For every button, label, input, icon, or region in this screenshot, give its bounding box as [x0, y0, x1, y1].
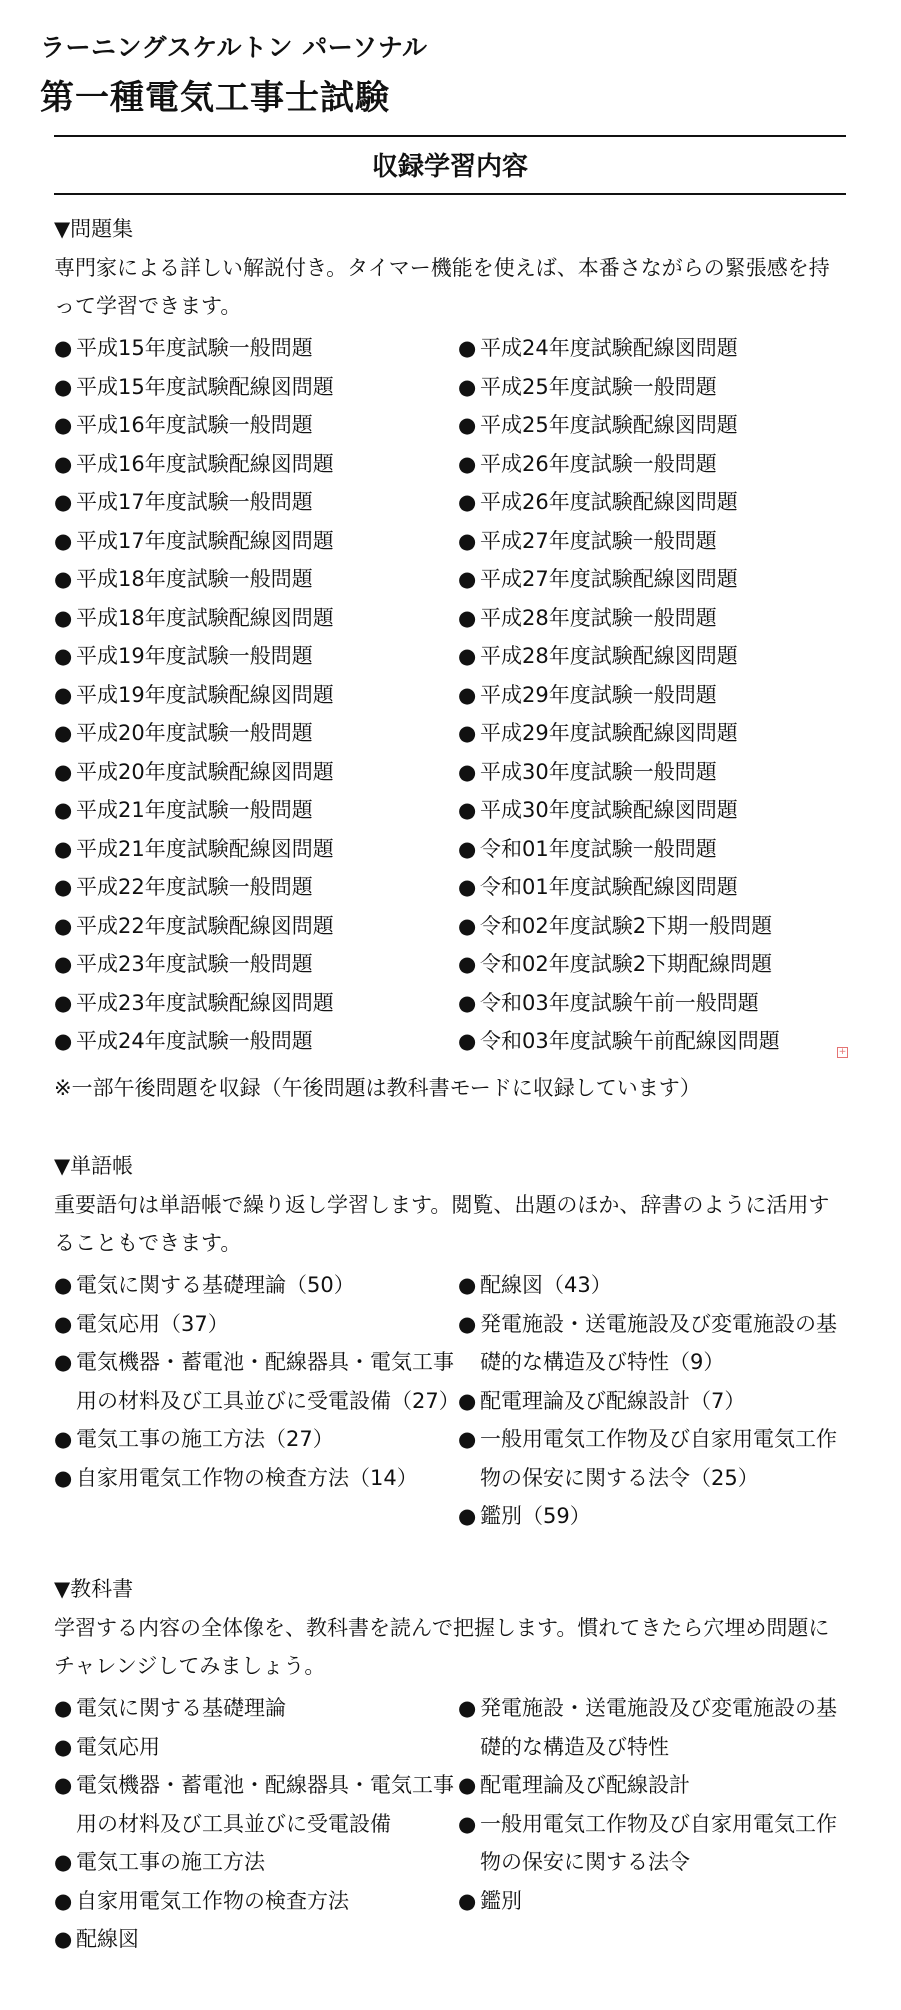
bullet-icon: ●: [54, 1696, 73, 1720]
bullet-icon: ●: [54, 567, 73, 591]
bullet-icon: ●: [54, 836, 73, 861]
list-item: [54, 406, 458, 445]
problems-description: 専門家による詳しい解説付き。タイマー機能を使えば、本番さながらの緊張感を持って学習できます。: [54, 256, 830, 318]
list-item-label: 平成17年度試験配線図問題: [76, 528, 334, 553]
list-item-label: 平成15年度試験一般問題: [76, 336, 313, 360]
list-item-label: 平成28年度試験一般問題: [480, 605, 717, 630]
list-item-label: 平成16年度試験配線図問題: [76, 451, 334, 476]
bullet-icon: ●: [458, 336, 477, 360]
list-item: [54, 1728, 458, 1767]
bullet-icon: ●: [54, 451, 73, 476]
list-item-label: 自家用電気工作物の検査方法（14）: [76, 1465, 418, 1490]
problems-section: [54, 213, 846, 1107]
bullet-icon: ●: [54, 952, 73, 976]
list-item-label: 自家用電気工作物の検査方法: [76, 1888, 349, 1913]
list-item-label: 電気に関する基礎理論（50）: [76, 1273, 355, 1297]
list-item-label: 平成27年度試験一般問題: [480, 528, 717, 553]
divider-bottom: [54, 193, 846, 195]
list-item-label: 平成26年度試験一般問題: [480, 451, 717, 476]
contents-heading: 収録学習内容: [371, 152, 528, 182]
list-item: [54, 368, 458, 407]
list-item: [458, 907, 846, 946]
list-item-label: 電気応用: [76, 1734, 160, 1759]
list-item: [458, 329, 846, 368]
bullet-icon: ●: [458, 990, 477, 1015]
list-item: [54, 945, 458, 984]
list-item: [458, 714, 846, 753]
list-item: [54, 445, 458, 484]
list-item-label: 発電施設・送電施設及び変電施設の基礎的な構造及び特性: [480, 1696, 837, 1759]
list-item-label: 平成25年度試験一般問題: [480, 374, 717, 399]
bullet-icon: ●: [54, 1311, 73, 1336]
list-item-label: 平成27年度試験配線図問題: [480, 567, 738, 591]
list-item-label: 平成23年度試験一般問題: [76, 952, 313, 976]
list-item-label: 平成24年度試験配線図問題: [480, 336, 738, 360]
problems-list: [54, 329, 846, 1061]
list-item: [54, 753, 458, 792]
bullet-icon: ●: [458, 528, 477, 553]
list-item-label: 鑑別（59）: [480, 1504, 591, 1528]
bullet-icon: ●: [458, 1427, 477, 1451]
list-item-label: 配電理論及び配線設計（7）: [480, 1388, 746, 1413]
list-item: [54, 830, 458, 869]
list-item: [54, 714, 458, 753]
vocab-section: [54, 1150, 846, 1536]
list-item-label: 令和03年度試験午前一般問題: [480, 990, 759, 1015]
bullet-icon: ●: [458, 1311, 477, 1336]
bullet-icon: ●: [54, 798, 73, 822]
list-item-label: 平成30年度試験配線図問題: [480, 798, 738, 822]
list-item: [54, 984, 458, 1023]
list-item: [458, 637, 846, 676]
list-item-label: 令和02年度試験2下期配線問題: [480, 952, 773, 976]
bullet-icon: ●: [458, 1773, 477, 1797]
bullet-icon: ●: [458, 1888, 477, 1913]
bullet-icon: ●: [54, 644, 73, 668]
list-item: [458, 1882, 846, 1921]
list-item-label: 平成17年度試験一般問題: [76, 490, 313, 514]
list-item: [54, 676, 458, 715]
list-item-label: 一般用電気工作物及び自家用電気工作物の保安に関する法令: [480, 1811, 837, 1874]
bullet-icon: ●: [458, 952, 477, 976]
list-item: [54, 907, 458, 946]
textbook-description: 学習する内容の全体像を、教科書を読んで把握します。慣れてきたら穴埋め問題にチャレンジしてみましょう。: [54, 1616, 830, 1678]
bullet-icon: ●: [54, 1273, 73, 1297]
bullet-icon: ●: [54, 990, 73, 1015]
problems-note: ※一部午後問題を収録（午後問題は教科書モードに収録しています）: [54, 1075, 701, 1100]
bullet-icon: ●: [54, 1927, 73, 1951]
bullet-icon: ●: [458, 490, 477, 514]
bullet-icon: ●: [458, 913, 477, 938]
bullet-icon: ●: [54, 913, 73, 938]
list-item: [54, 1882, 458, 1921]
list-item-label: 電気応用（37）: [76, 1311, 229, 1336]
list-item: [54, 1920, 458, 1959]
list-item: [458, 1766, 846, 1805]
list-item: [458, 445, 846, 484]
list-item: [458, 1305, 846, 1382]
bullet-icon: ●: [458, 682, 477, 707]
list-item: [458, 1805, 846, 1882]
bullet-icon: ●: [458, 451, 477, 476]
list-item-label: 発電施設・送電施設及び変電施設の基礎的な構造及び特性（9）: [480, 1311, 837, 1374]
list-item-label: 電気に関する基礎理論: [76, 1696, 286, 1720]
list-item-label: 令和02年度試験2下期一般問題: [480, 913, 773, 938]
bullet-icon: ●: [54, 490, 73, 514]
list-item: [54, 522, 458, 561]
textbook-section: [54, 1573, 846, 1959]
list-item: [458, 483, 846, 522]
textbook-title: ▼教科書: [54, 1577, 134, 1601]
bullet-icon: ●: [458, 567, 477, 591]
list-item-label: 配電理論及び配線設計: [480, 1773, 690, 1797]
bullet-icon: ●: [458, 1811, 477, 1836]
list-item-label: 平成29年度試験配線図問題: [480, 721, 738, 745]
list-item-label: 電気工事の施工方法（27）: [76, 1427, 334, 1451]
list-item-label: 平成16年度試験一般問題: [76, 413, 313, 437]
list-item-label: 平成19年度試験配線図問題: [76, 682, 334, 707]
list-item-label: 令和01年度試験配線図問題: [480, 875, 738, 899]
list-item-label: 平成15年度試験配線図問題: [76, 374, 334, 399]
list-item: [458, 945, 846, 984]
list-item: [458, 1420, 846, 1497]
list-item: [458, 368, 846, 407]
list-item: [458, 676, 846, 715]
vocab-list: [54, 1266, 846, 1536]
list-item: [458, 791, 846, 830]
list-item: [54, 1459, 458, 1498]
vocab-list-left: [54, 1266, 458, 1536]
list-item-label: 平成20年度試験一般問題: [76, 721, 313, 745]
textbook-list: [54, 1689, 846, 1959]
bullet-icon: ●: [54, 682, 73, 707]
bullet-icon: ●: [54, 1888, 73, 1913]
bullet-icon: ●: [458, 721, 477, 745]
list-item-label: 配線図（43）: [480, 1273, 612, 1297]
list-item: [458, 1497, 846, 1536]
bullet-icon: ●: [458, 1388, 477, 1413]
bullet-icon: ●: [458, 875, 477, 899]
list-item-label: 鑑別: [480, 1888, 522, 1913]
bullet-icon: ●: [54, 1734, 73, 1759]
list-item: [458, 753, 846, 792]
list-item: [458, 868, 846, 907]
list-item: [54, 1843, 458, 1882]
list-item-label: 平成21年度試験一般問題: [76, 798, 313, 822]
list-item: [54, 1022, 458, 1061]
bullet-icon: ●: [54, 759, 73, 784]
list-item-label: 平成28年度試験配線図問題: [480, 644, 738, 668]
list-item: [54, 1266, 458, 1305]
list-item-label: 平成22年度試験配線図問題: [76, 913, 334, 938]
bullet-icon: ●: [458, 374, 477, 399]
list-item: [458, 560, 846, 599]
bullet-icon: ●: [458, 1504, 477, 1528]
list-item-label: 平成24年度試験一般問題: [76, 1029, 313, 1053]
bullet-icon: ●: [458, 759, 477, 784]
bullet-icon: ●: [54, 1773, 73, 1797]
list-item-label: 令和01年度試験一般問題: [480, 836, 717, 861]
brand-name: ラーニングスケルトン パーソナル: [40, 33, 428, 62]
bullet-icon: ●: [458, 1696, 477, 1720]
textbook-list-right: [458, 1689, 846, 1959]
list-item: [458, 406, 846, 445]
list-item: [54, 1420, 458, 1459]
list-item-label: 電気機器・蓄電池・配線器具・電気工事用の材料及び工具並びに受電設備: [76, 1773, 454, 1836]
list-item: [458, 830, 846, 869]
list-item-label: 平成18年度試験一般問題: [76, 567, 313, 591]
list-item: [458, 1022, 846, 1061]
list-item: [458, 522, 846, 561]
bullet-icon: ●: [54, 721, 73, 745]
list-item-label: 平成18年度試験配線図問題: [76, 605, 334, 630]
bullet-icon: ●: [458, 1029, 477, 1053]
list-item: [54, 560, 458, 599]
list-item-label: 令和03年度試験午前配線図問題: [480, 1029, 780, 1053]
bullet-icon: ●: [54, 528, 73, 553]
list-item: [54, 599, 458, 638]
problems-title: ▼問題集: [54, 217, 134, 241]
textbook-list-left: [54, 1689, 458, 1959]
list-item: [458, 984, 846, 1023]
bullet-icon: ●: [54, 1029, 73, 1053]
list-item: [54, 1766, 458, 1843]
bullet-icon: ●: [458, 798, 477, 822]
list-item: [54, 637, 458, 676]
list-item-label: 平成26年度試験配線図問題: [480, 490, 738, 514]
list-item-label: 電気機器・蓄電池・配線器具・電気工事用の材料及び工具並びに受電設備（27）: [76, 1350, 460, 1413]
list-item-label: 平成30年度試験一般問題: [480, 759, 717, 784]
bullet-icon: ●: [54, 1850, 73, 1874]
list-item: [54, 1305, 458, 1344]
bullet-icon: ●: [458, 605, 477, 630]
list-item: [54, 1689, 458, 1728]
list-item: [458, 1689, 846, 1766]
list-item: [54, 791, 458, 830]
problems-list-right: [458, 329, 846, 1061]
list-item-label: 平成21年度試験配線図問題: [76, 836, 334, 861]
vocab-list-right: [458, 1266, 846, 1536]
list-item: [54, 1343, 458, 1420]
list-item-label: 平成29年度試験一般問題: [480, 682, 717, 707]
list-item-label: 平成25年度試験配線図問題: [480, 413, 738, 437]
list-item: [54, 483, 458, 522]
list-item-label: 平成22年度試験一般問題: [76, 875, 313, 899]
bullet-icon: ●: [54, 875, 73, 899]
list-item: [458, 1266, 846, 1305]
list-item: [54, 868, 458, 907]
bullet-icon: ●: [54, 1427, 73, 1451]
bullet-icon: ●: [54, 605, 73, 630]
page-title: 第一種電気工事士試験: [40, 78, 390, 118]
list-item-label: 平成20年度試験配線図問題: [76, 759, 334, 784]
list-item: [54, 329, 458, 368]
bullet-icon: ●: [458, 1273, 477, 1297]
problems-list-left: [54, 329, 458, 1061]
vocab-title: ▼単語帳: [54, 1154, 134, 1178]
bullet-icon: ●: [458, 644, 477, 668]
vocab-description: 重要語句は単語帳で繰り返し学習します。閲覧、出題のほか、辞書のように活用することもできます。: [54, 1193, 830, 1255]
bullet-icon: ●: [54, 374, 73, 399]
expand-icon[interactable]: +: [838, 1047, 847, 1057]
list-item-label: 平成23年度試験配線図問題: [76, 990, 334, 1015]
list-item-label: 平成19年度試験一般問題: [76, 644, 313, 668]
bullet-icon: ●: [458, 836, 477, 861]
bullet-icon: ●: [54, 413, 73, 437]
divider-top: [54, 135, 846, 137]
bullet-icon: ●: [458, 413, 477, 437]
bullet-icon: ●: [54, 1465, 73, 1490]
bullet-icon: ●: [54, 336, 73, 360]
list-item: [458, 1382, 846, 1421]
list-item-label: 配線図: [76, 1927, 139, 1951]
list-item: [458, 599, 846, 638]
bullet-icon: ●: [54, 1350, 73, 1374]
list-item-label: 一般用電気工作物及び自家用電気工作物の保安に関する法令（25）: [480, 1427, 837, 1490]
list-item-label: 電気工事の施工方法: [76, 1850, 265, 1874]
